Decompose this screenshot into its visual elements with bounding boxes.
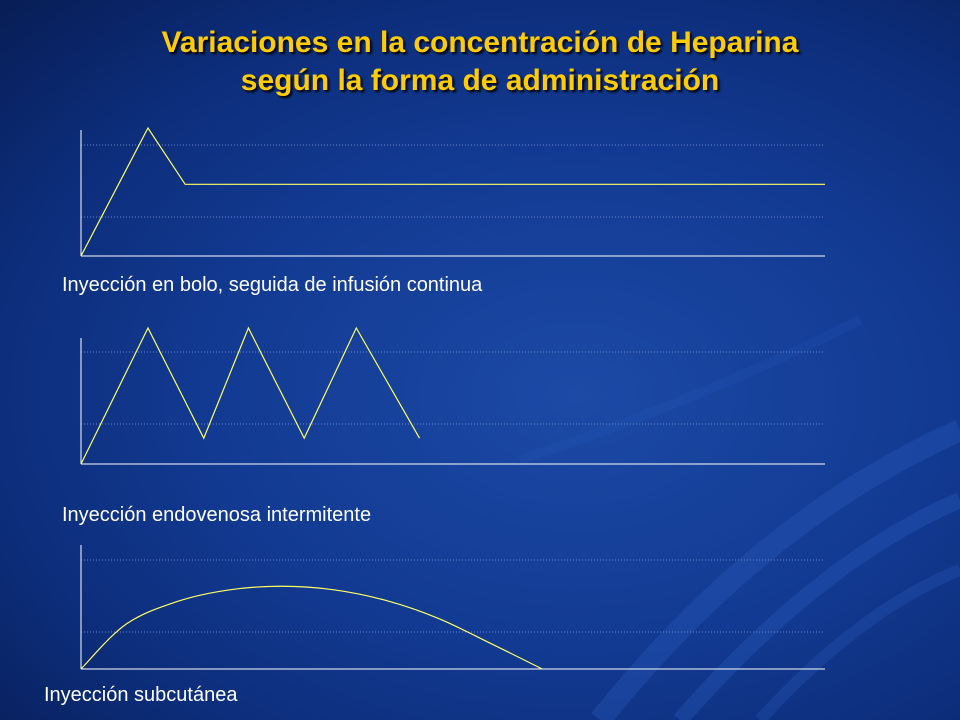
chart-bolus-infusion [0, 120, 960, 265]
chart-caption-bolus-infusion: Inyección en bolo, seguida de infusión continua [62, 274, 483, 296]
chart-intermittent-iv [0, 320, 960, 472]
chart-caption-intermittent-iv: Inyección endovenosa intermitente [62, 504, 372, 526]
chart-caption-subcutaneous: Inyección subcutánea [44, 684, 238, 706]
slide-title-line-1: Variaciones en la concentración de Heparina [161, 26, 799, 59]
concentration-curve [81, 586, 542, 669]
chart-subcutaneous [0, 540, 960, 675]
concentration-line [81, 328, 420, 464]
slide-title [0, 24, 960, 100]
concentration-line [81, 128, 825, 256]
slide-title-line-2: según la forma de administración [240, 64, 720, 97]
